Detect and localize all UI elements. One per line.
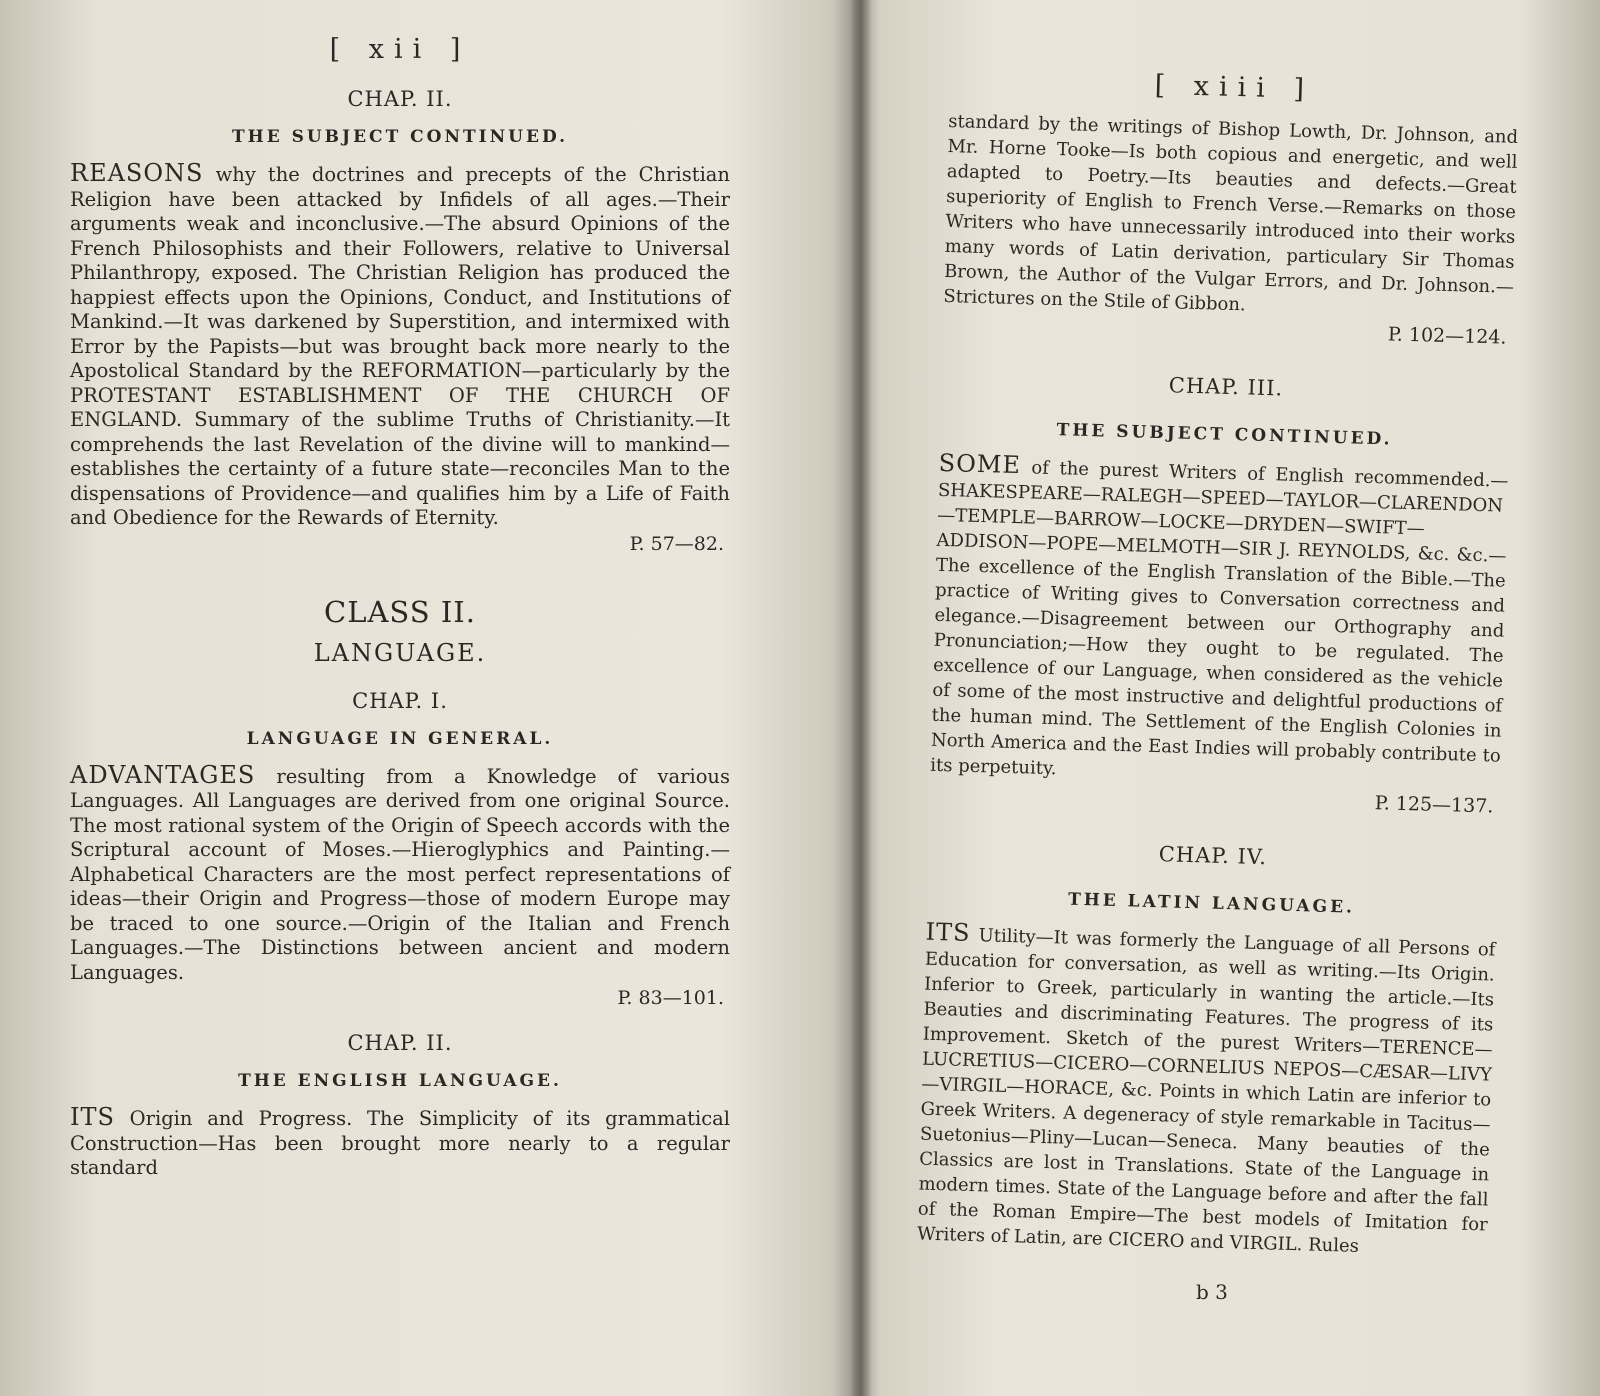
summary-text: resulting from a Knowledge of various Languages. All Languages are derived from one original Source. The most rational system of the Origin of Speech accords with the Scriptural account of Moses.—Hieroglyphics and Painting.—Alphabetical Characters are the most perfect representations of ideas—their Origin and Progress—those of modern Europe may be traced to one source.—Origin of the Italian and French Languages.—The Distinctions between ancient and modern Languages. bbox=[70, 764, 730, 984]
chapter-heading: CHAP. II. bbox=[347, 87, 453, 111]
chapter-summary: standard by the writings of Bishop Lowth, Dr. Johnson, and Mr. Horne Tooke—Is both copious and energetic, and well adapted to Poetry.—Its beauties and defects.—Great superiority of English to French Verse.—Remarks on those Writers who have unnecessarily introduced into their works many words of Latin derivation, particulary Sir Thomas Brown, the Author of the Vulgar Errors, and Dr. Johnson.—Strictures on the Stile of Gibbon. bbox=[943, 110, 1519, 316]
page-range: P. 102—124. bbox=[1387, 323, 1507, 349]
lead-word: ITS bbox=[70, 1103, 115, 1131]
chapter-summary bbox=[70, 760, 730, 986]
chapter-subheading: THE LATIN LANGUAGE. bbox=[1067, 889, 1356, 918]
folio-right: [ xiii ] bbox=[1154, 69, 1315, 106]
class-heading: CLASS II. bbox=[324, 594, 476, 629]
summary-text: of the purest Writers of English recommended.—SHAKESPEARE—RALEGH—SPEED—TAYLOR—CLARENDON—TEMPLE—BARROW—LOCKE—DRYDEN—SWIFT—ADDISON—POPE—MELMOTH—SIR J. REYNOLDS, &c. &c.—The excellence of the English Translation of the Bible.—The practice of Writing gives to Conversation correctness and elegance.—Disagreement between our Orthography and Pronunciation;—How they ought to be regulated. The excellence of our Language, when considered as the vehicle of some of the most instructive and delightful productions of the human mind. The Settlement of the English Colonies in North America and the East Indies will probably contribute to its perpetuity. bbox=[930, 457, 1509, 780]
page-range: P. 57—82. bbox=[629, 532, 724, 555]
book-gutter bbox=[850, 0, 872, 1396]
folio-left: [ xii ] bbox=[329, 34, 471, 65]
lead-word: ADVANTAGES bbox=[70, 760, 256, 789]
chapter-subheading: THE SUBJECT CONTINUED. bbox=[1056, 420, 1393, 450]
class-title: LANGUAGE. bbox=[313, 638, 487, 667]
summary-text: Utility—It was formerly the Language of all Persons of Education for conversation, as well as writing.—Its Origin. Inferior to Greek, particularly in wanting the article.—Its Beauties and discriminating Features. The progress of its Improvement. Sketch of the purest Writers—TERENCE—LUCRETIUS—CICERO—CORNELIUS NEPOS—CÆSAR—LIVY—VIRGIL—HORACE, &c. Points in which Latin are inferior to Greek Writers. A degeneracy of style remarkable in Tacitus—Suetonius—Pliny—Lucan—Seneca. Many beauties of the Classics are lost in Translations. State of the Language in modern times. State of the Language before and after the fall of the Roman Empire—The best models of Imitation for Writers of Latin, are CICERO and VIRGIL. Rules bbox=[916, 924, 1496, 1257]
summary-text: Origin and Progress. The Simplicity of its grammatical Construction—Has been brought more nearly to a regular standard bbox=[70, 1107, 730, 1179]
chapter-subheading: THE SUBJECT CONTINUED. bbox=[231, 127, 569, 147]
page-range: P. 83—101. bbox=[617, 987, 724, 1009]
chapter-summary bbox=[70, 161, 730, 531]
summary-text: why the doctrines and precepts of the Christian Religion have been attacked by Infidels of all ages.—Their arguments weak and inconclusive.—The absurd Opinions of the French Philosophists and their Followers, relative to Universal Philanthropy, exposed. The Christian Religion has produced the happiest effects upon the Opinions, Conduct, and Institutions of Mankind.—It was darkened by Superstition, and intermixed with Error by the Papists—but was brought back more nearly to the Apostolical Standard by the REFORMATION—particularly by the PROTESTANT ESTABLISHMENT OF THE CHURCH OF ENGLAND. Summary of the sublime Truths of Christianity.—It comprehends the last Revelation of the divine will to mankind—establishes the certainty of a future state—reconciles Man to the dispensations of Providence—and qualifies him by a Life of Faith and Obedience for the Rewards of Eternity. bbox=[70, 163, 730, 529]
chapter-summary bbox=[930, 448, 1509, 794]
page-range: P. 125—137. bbox=[1374, 792, 1494, 818]
chapter-subheading: LANGUAGE IN GENERAL. bbox=[246, 728, 554, 749]
chapter-heading: CHAP. IV. bbox=[1158, 842, 1268, 870]
right-page bbox=[917, 60, 1520, 1262]
lead-word: SOME bbox=[938, 448, 1022, 480]
chapter-subheading: THE ENGLISH LANGUAGE. bbox=[238, 1071, 562, 1091]
chapter-heading: CHAP. II. bbox=[347, 1031, 453, 1055]
chapter-summary bbox=[70, 1105, 730, 1181]
signature-mark: b 3 bbox=[1196, 1280, 1228, 1304]
lead-word: REASONS bbox=[70, 159, 204, 187]
left-page bbox=[70, 30, 730, 1181]
lead-word: ITS bbox=[925, 917, 971, 947]
chapter-heading: CHAP. III. bbox=[1168, 373, 1284, 401]
chapter-heading: CHAP. I. bbox=[352, 688, 448, 713]
chapter-summary bbox=[916, 917, 1496, 1263]
